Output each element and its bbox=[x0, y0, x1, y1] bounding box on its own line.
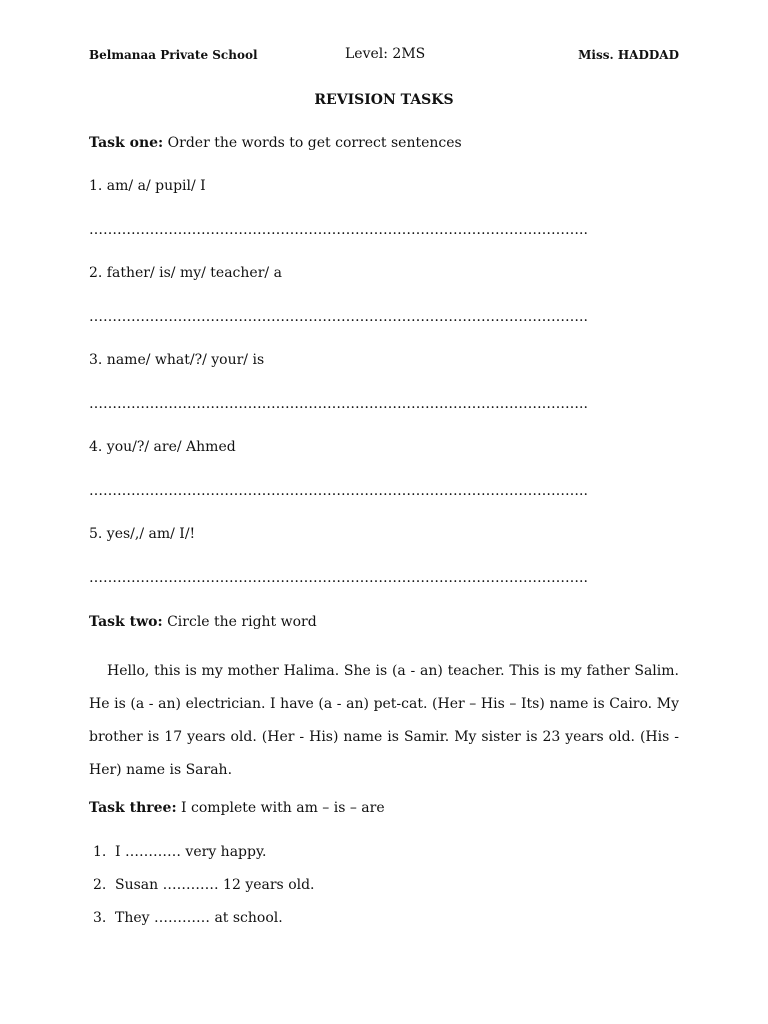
task-two-heading bbox=[89, 614, 317, 630]
task-three-instruction: I complete with am – is – are bbox=[176, 800, 385, 816]
answer-line: …………………………………………………………………………………………….. bbox=[89, 309, 588, 325]
task-three-label: Task three: bbox=[89, 800, 177, 816]
task-one-item: 5. yes/,/ am/ I/! bbox=[89, 526, 196, 542]
task-one-instruction: Order the words to get correct sentences bbox=[163, 135, 462, 151]
task-three-item bbox=[93, 877, 315, 893]
task-one-label: Task one: bbox=[89, 135, 164, 151]
task-one-item: 1. am/ a/ pupil/ I bbox=[89, 178, 206, 194]
item-number: 3. bbox=[93, 910, 107, 926]
header bbox=[89, 46, 679, 66]
answer-line: …………………………………………………………………………………………….. bbox=[89, 222, 588, 238]
task-one-item: 4. you/?/ are/ Ahmed bbox=[89, 439, 236, 455]
item-text: I ………… very happy. bbox=[115, 844, 267, 860]
item-text: Susan ………… 12 years old. bbox=[115, 877, 315, 893]
task-one-heading bbox=[89, 135, 462, 151]
task-three-heading bbox=[89, 800, 385, 816]
teacher-name: Miss. HADDAD bbox=[578, 48, 679, 62]
page-title: REVISION TASKS bbox=[314, 92, 454, 108]
level-label: Level: 2MS bbox=[345, 46, 426, 62]
answer-line: …………………………………………………………………………………………….. bbox=[89, 570, 588, 586]
answer-line: …………………………………………………………………………………………….. bbox=[89, 396, 588, 412]
task-two-label: Task two: bbox=[89, 614, 163, 630]
school-name: Belmanaa Private School bbox=[89, 48, 258, 62]
task-one-item: 2. father/ is/ my/ teacher/ a bbox=[89, 265, 282, 281]
item-text: They ………… at school. bbox=[115, 910, 283, 926]
item-number: 1. bbox=[93, 844, 107, 860]
task-three-item bbox=[93, 844, 266, 860]
task-two-instruction: Circle the right word bbox=[162, 614, 317, 630]
item-number: 2. bbox=[93, 877, 107, 893]
task-one-item: 3. name/ what/?/ your/ is bbox=[89, 352, 265, 368]
answer-line: …………………………………………………………………………………………….. bbox=[89, 483, 588, 499]
task-two-paragraph: Hello, this is my mother Halima. She is (a - an) teacher. This is my father Salim. He is (a - an) electrician. I have (a - an) pet-cat. (Her – His – Its) name is Cairo. My brother is 17 years old. (Her - His) name is Samir. My sister is 23 years old. (His - Her) name is Sarah. bbox=[89, 663, 679, 778]
task-three-item bbox=[93, 910, 283, 926]
